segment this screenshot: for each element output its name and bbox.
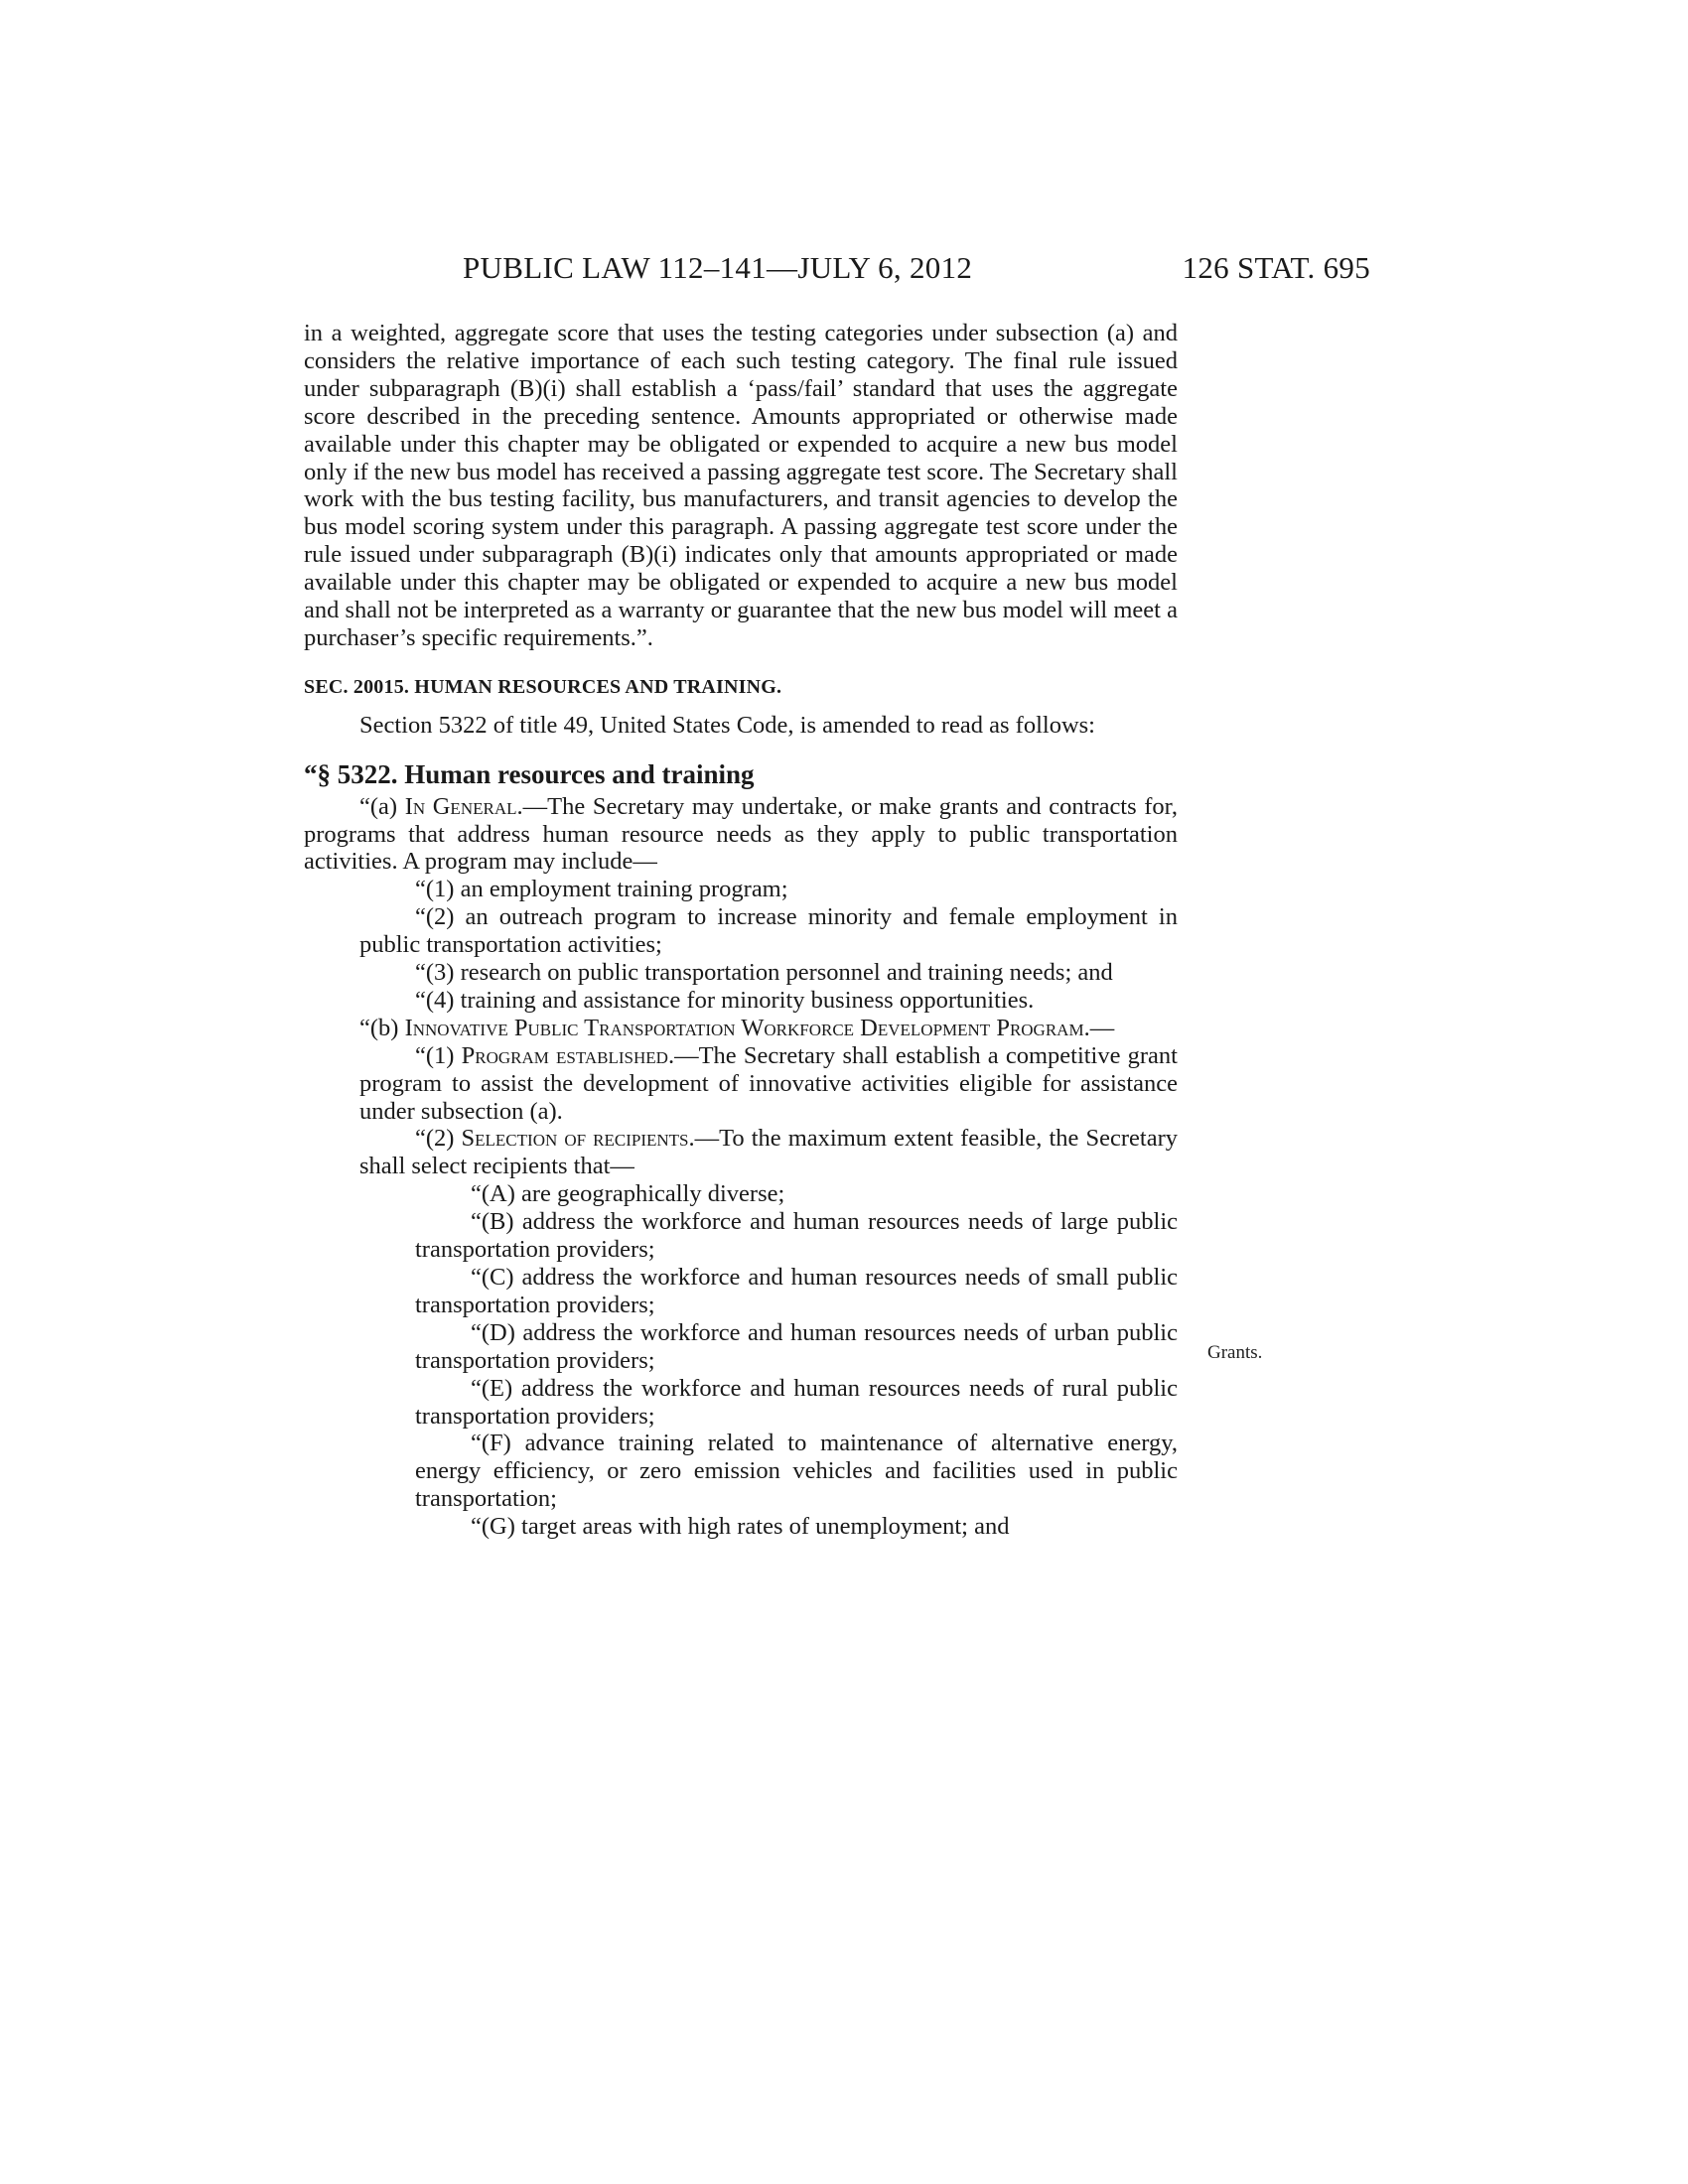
paragraph-b1-label: “(1)	[415, 1041, 462, 1069]
header-title: PUBLIC LAW 112–141—JULY 6, 2012	[463, 250, 973, 285]
subparagraph-b2B: “(B) address the workforce and human resources needs of large public transportation providers;	[415, 1208, 1178, 1264]
codified-section-title: “§ 5322. Human resources and training	[304, 758, 755, 789]
paragraph-b1-text: .—The Secretary shall establish a competitive grant program to assist the development of innovative activities eligible for assistance under subsection (a).	[359, 1041, 1178, 1125]
paragraph-a4: “(4) training and assistance for minority business opportunities.	[415, 986, 1035, 1014]
continued-paragraph: in a weighted, aggregate score that uses the testing categories under subsection (a) and considers the relative importance of each such testing category. The final rule issued under subparagraph (B)(i) shall establish a ‘pass/fail’ standard that uses the aggregate score described in the preceding sentence. Amounts appropriated or otherwise made available under this chapter may be obligated or expended to acquire a new bus model only if the new bus model has received a passing aggregate test score. The Secretary shall work with the bus testing facility, bus manufacturers, and transit agencies to develop the bus model scoring system under this paragraph. A passing aggregate test score under the rule issued under subparagraph (B)(i) indicates only that amounts appropriated or made available under this chapter may be obligated or expended to acquire a new bus model and shall not be interpreted as a warranty or guarantee that the new bus model will meet a purchaser’s specific requirements.”.	[304, 320, 1178, 651]
paragraph-b2-label: “(2)	[415, 1125, 462, 1153]
subparagraph-b2C: “(C) address the workforce and human resources needs of small public transportation providers;	[415, 1264, 1178, 1318]
paragraph-a3: “(3) research on public transportation personnel and training needs; and	[415, 959, 1113, 987]
body-text	[304, 320, 1178, 1541]
paragraph-a1: “(1) an employment training program;	[415, 876, 788, 903]
margin-note-grants: Grants.	[1207, 1342, 1263, 1363]
header-stat-page: 126 STAT. 695	[1182, 250, 1370, 285]
subsection-a-caption: In General	[404, 792, 517, 820]
paragraph-b2-caption: Selection of recipients	[461, 1125, 689, 1153]
subsection-a-text: .—The Secretary may undertake, or make grants and contracts for, programs that address human resource needs as they apply to public transportation activities. A program may include—	[304, 792, 1178, 876]
subsection-b-dash: .—	[1083, 1014, 1115, 1041]
subparagraph-b2F: “(F) advance training related to maintenance of alternative energy, energy efficiency, or zero emission vehicles and facilities used in public transportation;	[415, 1430, 1178, 1513]
subparagraph-b2A: “(A) are geographically diverse;	[471, 1180, 785, 1208]
paragraph-b1-caption: Program established	[461, 1041, 668, 1069]
paragraph-b2	[304, 1125, 1178, 1180]
section-intro: Section 5322 of title 49, United States Code, is amended to read as follows:	[359, 711, 1095, 739]
paragraph-b2-text: .—To the maximum extent feasible, the Secretary shall select recipients that—	[359, 1125, 1178, 1180]
running-header	[298, 250, 1370, 290]
subsection-b	[304, 1015, 1178, 1042]
subparagraph-b2G: “(G) target areas with high rates of unemployment; and	[471, 1513, 1010, 1541]
subsection-b-label: “(b)	[359, 1014, 405, 1041]
subsection-a	[304, 793, 1178, 877]
subsection-b-caption: Innovative Public Transportation Workforce Development Program	[404, 1014, 1084, 1041]
subparagraph-b2D: “(D) address the workforce and human resources needs of urban public transportation providers;	[415, 1318, 1178, 1374]
paragraph-b1	[304, 1042, 1178, 1126]
section-heading: SEC. 20015. HUMAN RESOURCES AND TRAINING.	[304, 675, 782, 698]
subparagraph-b2E: “(E) address the workforce and human resources needs of rural public transportation providers;	[415, 1374, 1178, 1430]
subsection-a-label: “(a)	[359, 792, 405, 820]
paragraph-a2: “(2) an outreach program to increase minority and female employment in public transportation activities;	[359, 903, 1178, 959]
